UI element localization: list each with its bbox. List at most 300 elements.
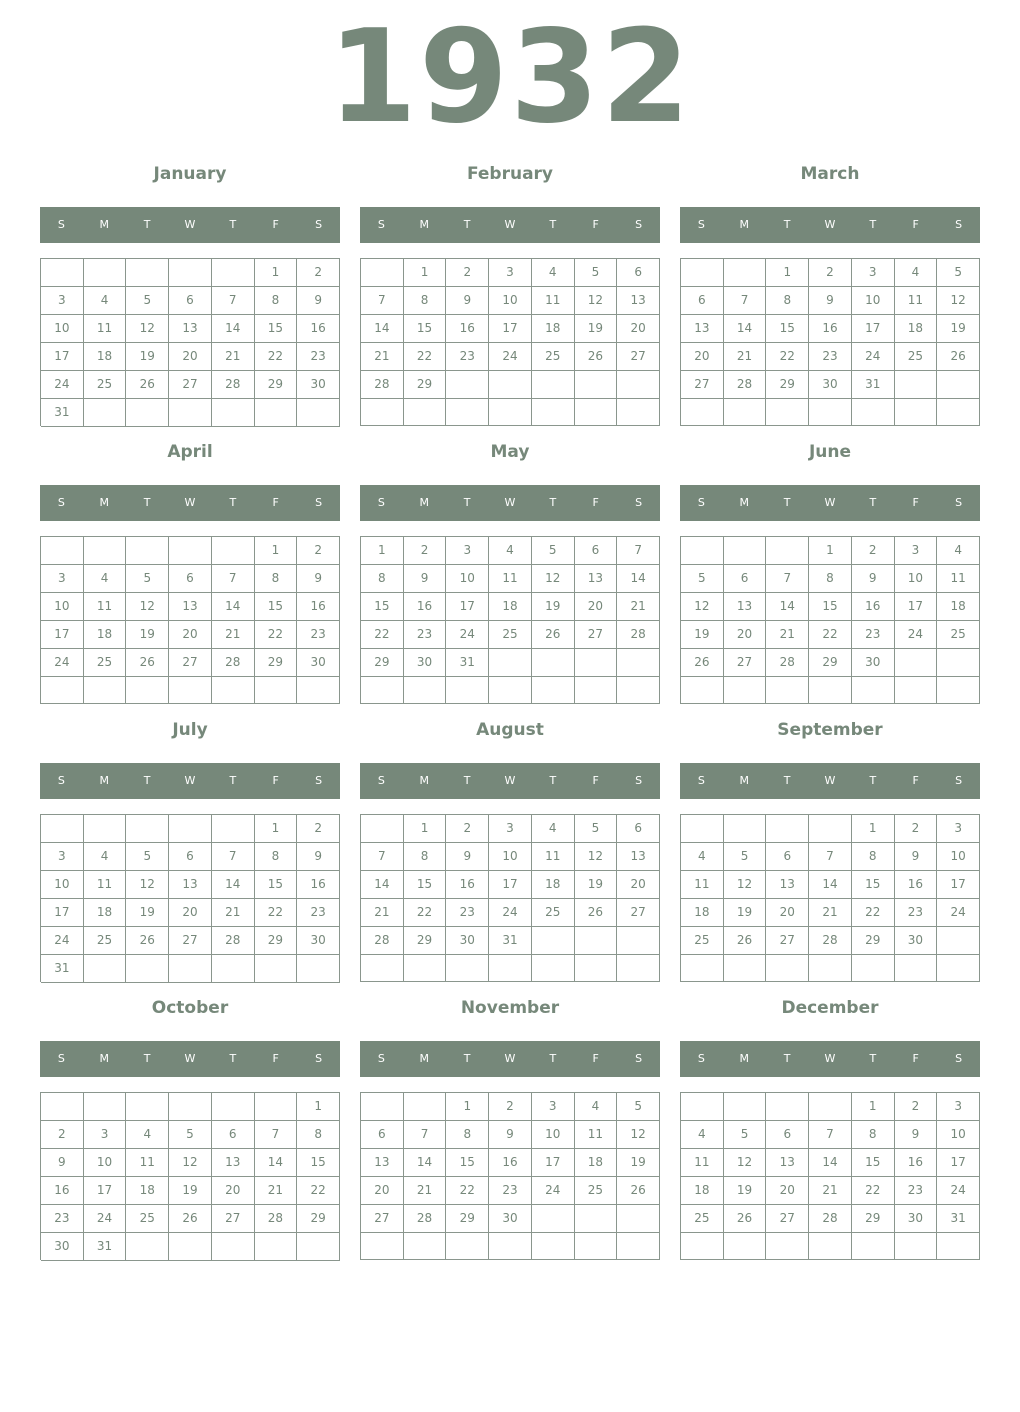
day-cell: 29 xyxy=(255,927,298,955)
day-cell: 18 xyxy=(681,899,724,927)
day-cell: 5 xyxy=(169,1121,212,1149)
empty-day-cell xyxy=(809,1233,852,1260)
day-cell: 26 xyxy=(617,1177,660,1205)
empty-day-cell xyxy=(404,955,447,982)
day-cell: 2 xyxy=(41,1121,84,1149)
empty-day-cell xyxy=(724,537,767,565)
empty-day-cell xyxy=(446,1233,489,1260)
weekday-label: F xyxy=(912,218,919,231)
empty-day-cell xyxy=(446,399,489,426)
day-cell: 5 xyxy=(681,565,724,593)
day-cell: 7 xyxy=(617,537,660,565)
day-cell: 17 xyxy=(937,1149,980,1177)
day-cell: 1 xyxy=(809,537,852,565)
day-cell: 9 xyxy=(297,287,340,315)
day-cell: 16 xyxy=(297,315,340,343)
empty-day-cell xyxy=(617,677,660,704)
day-cell: 14 xyxy=(212,593,255,621)
day-cell: 26 xyxy=(126,649,169,677)
weekday-label: S xyxy=(377,496,385,509)
weekday-label: M xyxy=(419,774,430,787)
day-cell: 17 xyxy=(937,871,980,899)
empty-day-cell xyxy=(255,1233,298,1261)
weekday-label: T xyxy=(783,496,791,509)
empty-day-cell xyxy=(169,537,212,565)
weekday-header xyxy=(40,1041,340,1077)
empty-day-cell xyxy=(212,677,255,704)
weekday-label: W xyxy=(504,1052,516,1065)
days-grid xyxy=(40,258,340,426)
empty-day-cell xyxy=(809,399,852,426)
empty-day-cell xyxy=(766,1093,809,1121)
day-cell: 19 xyxy=(617,1149,660,1177)
weekday-label: T xyxy=(229,218,237,231)
day-cell: 20 xyxy=(169,343,212,371)
day-cell: 31 xyxy=(489,927,532,955)
day-cell: 27 xyxy=(724,649,767,677)
weekday-label: S xyxy=(57,1052,65,1065)
day-cell: 10 xyxy=(446,565,489,593)
weekday-label: T xyxy=(869,774,877,787)
day-cell: 21 xyxy=(766,621,809,649)
day-cell: 14 xyxy=(617,565,660,593)
empty-day-cell xyxy=(937,371,980,399)
day-cell: 25 xyxy=(84,371,127,399)
day-cell: 22 xyxy=(255,343,298,371)
day-cell: 31 xyxy=(41,955,84,983)
weekday-label: S xyxy=(377,774,385,787)
weekday-label: F xyxy=(272,774,279,787)
days-grid xyxy=(360,814,660,982)
day-cell: 26 xyxy=(126,927,169,955)
weekday-label: S xyxy=(955,496,963,509)
empty-day-cell xyxy=(575,649,618,677)
day-cell: 11 xyxy=(84,315,127,343)
day-cell: 3 xyxy=(489,259,532,287)
day-cell: 23 xyxy=(852,621,895,649)
day-cell: 24 xyxy=(852,343,895,371)
weekday-label: T xyxy=(869,218,877,231)
empty-day-cell xyxy=(169,1233,212,1261)
empty-day-cell xyxy=(575,371,618,399)
weekday-label: T xyxy=(143,218,151,231)
weekday-label: T xyxy=(549,774,557,787)
empty-day-cell xyxy=(852,399,895,426)
day-cell: 29 xyxy=(766,371,809,399)
empty-day-cell xyxy=(361,1233,404,1260)
empty-day-cell xyxy=(255,677,298,704)
day-cell: 2 xyxy=(809,259,852,287)
day-cell: 4 xyxy=(575,1093,618,1121)
day-cell: 28 xyxy=(766,649,809,677)
day-cell: 24 xyxy=(937,899,980,927)
weekday-label: S xyxy=(57,774,65,787)
weekday-label: T xyxy=(229,774,237,787)
day-cell: 24 xyxy=(489,899,532,927)
empty-day-cell xyxy=(126,677,169,704)
empty-day-cell xyxy=(404,1233,447,1260)
day-cell: 10 xyxy=(41,871,84,899)
day-cell: 23 xyxy=(809,343,852,371)
day-cell: 9 xyxy=(852,565,895,593)
day-cell: 6 xyxy=(724,565,767,593)
day-cell: 31 xyxy=(41,399,84,427)
day-cell: 16 xyxy=(446,871,489,899)
day-cell: 26 xyxy=(575,343,618,371)
empty-day-cell xyxy=(766,815,809,843)
empty-day-cell xyxy=(766,1233,809,1260)
day-cell: 13 xyxy=(361,1149,404,1177)
empty-day-cell xyxy=(532,955,575,982)
weekday-label: S xyxy=(697,1052,705,1065)
day-cell: 6 xyxy=(169,843,212,871)
day-cell: 11 xyxy=(84,871,127,899)
day-cell: 6 xyxy=(617,259,660,287)
day-cell: 27 xyxy=(361,1205,404,1233)
weekday-label: F xyxy=(912,1052,919,1065)
day-cell: 17 xyxy=(41,621,84,649)
empty-day-cell xyxy=(895,1233,938,1260)
day-cell: 19 xyxy=(724,899,767,927)
day-cell: 28 xyxy=(361,927,404,955)
day-cell: 26 xyxy=(937,343,980,371)
month-name: June xyxy=(808,442,852,462)
empty-day-cell xyxy=(681,537,724,565)
day-cell: 9 xyxy=(809,287,852,315)
day-cell: 17 xyxy=(489,315,532,343)
day-cell: 7 xyxy=(809,843,852,871)
day-cell: 4 xyxy=(681,843,724,871)
weekday-label: M xyxy=(419,496,430,509)
day-cell: 21 xyxy=(212,343,255,371)
empty-day-cell xyxy=(724,955,767,982)
day-cell: 6 xyxy=(361,1121,404,1149)
day-cell: 26 xyxy=(724,1205,767,1233)
empty-day-cell xyxy=(617,399,660,426)
day-cell: 6 xyxy=(617,815,660,843)
empty-day-cell xyxy=(617,1205,660,1233)
day-cell: 24 xyxy=(41,649,84,677)
day-cell: 30 xyxy=(41,1233,84,1261)
empty-day-cell xyxy=(617,649,660,677)
weekday-label: M xyxy=(739,496,750,509)
day-cell: 27 xyxy=(169,927,212,955)
day-cell: 5 xyxy=(724,1121,767,1149)
day-cell: 21 xyxy=(212,899,255,927)
weekday-label: S xyxy=(697,774,705,787)
days-grid xyxy=(360,536,660,704)
day-cell: 19 xyxy=(126,899,169,927)
weekday-label: W xyxy=(504,774,516,787)
empty-day-cell xyxy=(41,677,84,704)
day-cell: 22 xyxy=(852,899,895,927)
day-cell: 3 xyxy=(532,1093,575,1121)
day-cell: 10 xyxy=(489,287,532,315)
day-cell: 22 xyxy=(766,343,809,371)
empty-day-cell xyxy=(895,399,938,426)
weekday-label: S xyxy=(635,1052,643,1065)
weekday-label: W xyxy=(504,496,516,509)
day-cell: 1 xyxy=(255,815,298,843)
weekday-label: M xyxy=(99,774,110,787)
day-cell: 24 xyxy=(84,1205,127,1233)
day-cell: 13 xyxy=(724,593,767,621)
day-cell: 18 xyxy=(895,315,938,343)
day-cell: 23 xyxy=(895,1177,938,1205)
day-cell: 9 xyxy=(297,565,340,593)
day-cell: 17 xyxy=(446,593,489,621)
day-cell: 19 xyxy=(724,1177,767,1205)
days-grid xyxy=(680,814,980,982)
empty-day-cell xyxy=(126,259,169,287)
day-cell: 17 xyxy=(489,871,532,899)
day-cell: 20 xyxy=(169,621,212,649)
empty-day-cell xyxy=(809,815,852,843)
empty-day-cell xyxy=(212,815,255,843)
day-cell: 22 xyxy=(852,1177,895,1205)
day-cell: 30 xyxy=(404,649,447,677)
day-cell: 7 xyxy=(361,287,404,315)
empty-day-cell xyxy=(809,1093,852,1121)
day-cell: 8 xyxy=(404,287,447,315)
day-cell: 28 xyxy=(255,1205,298,1233)
weekday-label: W xyxy=(504,218,516,231)
day-cell: 14 xyxy=(404,1149,447,1177)
day-cell: 6 xyxy=(575,537,618,565)
day-cell: 1 xyxy=(852,815,895,843)
day-cell: 2 xyxy=(446,815,489,843)
weekday-label: F xyxy=(592,218,599,231)
day-cell: 5 xyxy=(532,537,575,565)
day-cell: 23 xyxy=(446,343,489,371)
empty-day-cell xyxy=(724,399,767,426)
day-cell: 19 xyxy=(126,621,169,649)
day-cell: 27 xyxy=(169,649,212,677)
day-cell: 30 xyxy=(852,649,895,677)
day-cell: 31 xyxy=(937,1205,980,1233)
day-cell: 21 xyxy=(617,593,660,621)
empty-day-cell xyxy=(255,399,298,427)
day-cell: 30 xyxy=(895,927,938,955)
day-cell: 25 xyxy=(937,621,980,649)
day-cell: 2 xyxy=(297,815,340,843)
weekday-label: T xyxy=(463,218,471,231)
empty-day-cell xyxy=(84,399,127,427)
day-cell: 14 xyxy=(255,1149,298,1177)
day-cell: 16 xyxy=(297,871,340,899)
day-cell: 18 xyxy=(681,1177,724,1205)
empty-day-cell xyxy=(937,1233,980,1260)
day-cell: 8 xyxy=(255,565,298,593)
day-cell: 3 xyxy=(489,815,532,843)
empty-day-cell xyxy=(361,399,404,426)
weekday-header xyxy=(360,763,660,799)
day-cell: 1 xyxy=(255,259,298,287)
empty-day-cell xyxy=(84,955,127,983)
empty-day-cell xyxy=(41,537,84,565)
day-cell: 9 xyxy=(895,843,938,871)
empty-day-cell xyxy=(724,259,767,287)
weekday-header xyxy=(40,207,340,243)
weekday-label: T xyxy=(143,496,151,509)
day-cell: 8 xyxy=(255,843,298,871)
day-cell: 11 xyxy=(575,1121,618,1149)
empty-day-cell xyxy=(809,677,852,704)
empty-day-cell xyxy=(41,815,84,843)
weekday-label: W xyxy=(184,496,196,509)
day-cell: 7 xyxy=(809,1121,852,1149)
weekday-label: S xyxy=(315,496,323,509)
weekday-header xyxy=(680,485,980,521)
empty-day-cell xyxy=(404,1093,447,1121)
weekday-label: F xyxy=(592,774,599,787)
day-cell: 2 xyxy=(446,259,489,287)
day-cell: 15 xyxy=(404,871,447,899)
day-cell: 18 xyxy=(84,343,127,371)
day-cell: 18 xyxy=(126,1177,169,1205)
day-cell: 12 xyxy=(617,1121,660,1149)
empty-day-cell xyxy=(446,371,489,399)
day-cell: 15 xyxy=(852,1149,895,1177)
day-cell: 20 xyxy=(681,343,724,371)
weekday-label: S xyxy=(315,774,323,787)
empty-day-cell xyxy=(446,955,489,982)
day-cell: 13 xyxy=(212,1149,255,1177)
day-cell: 16 xyxy=(809,315,852,343)
day-cell: 29 xyxy=(809,649,852,677)
day-cell: 16 xyxy=(852,593,895,621)
days-grid xyxy=(680,258,980,426)
empty-day-cell xyxy=(126,537,169,565)
month-name: September xyxy=(777,720,883,740)
day-cell: 14 xyxy=(212,315,255,343)
day-cell: 30 xyxy=(489,1205,532,1233)
day-cell: 11 xyxy=(532,843,575,871)
empty-day-cell xyxy=(489,1233,532,1260)
day-cell: 26 xyxy=(724,927,767,955)
day-cell: 7 xyxy=(361,843,404,871)
day-cell: 20 xyxy=(575,593,618,621)
day-cell: 7 xyxy=(724,287,767,315)
day-cell: 21 xyxy=(809,899,852,927)
day-cell: 10 xyxy=(532,1121,575,1149)
day-cell: 5 xyxy=(126,843,169,871)
day-cell: 27 xyxy=(766,1205,809,1233)
month-name: April xyxy=(167,442,213,462)
day-cell: 20 xyxy=(169,899,212,927)
empty-day-cell xyxy=(297,399,340,427)
day-cell: 28 xyxy=(809,1205,852,1233)
day-cell: 26 xyxy=(681,649,724,677)
empty-day-cell xyxy=(681,259,724,287)
day-cell: 18 xyxy=(84,899,127,927)
day-cell: 5 xyxy=(617,1093,660,1121)
empty-day-cell xyxy=(169,677,212,704)
day-cell: 6 xyxy=(766,843,809,871)
empty-day-cell xyxy=(126,955,169,983)
day-cell: 11 xyxy=(681,871,724,899)
day-cell: 24 xyxy=(446,621,489,649)
empty-day-cell xyxy=(852,677,895,704)
day-cell: 12 xyxy=(724,1149,767,1177)
day-cell: 25 xyxy=(895,343,938,371)
empty-day-cell xyxy=(532,371,575,399)
day-cell: 8 xyxy=(766,287,809,315)
day-cell: 21 xyxy=(255,1177,298,1205)
empty-day-cell xyxy=(575,1233,618,1260)
empty-day-cell xyxy=(681,1233,724,1260)
day-cell: 28 xyxy=(724,371,767,399)
day-cell: 27 xyxy=(212,1205,255,1233)
empty-day-cell xyxy=(169,955,212,983)
day-cell: 21 xyxy=(361,899,404,927)
day-cell: 24 xyxy=(41,371,84,399)
day-cell: 11 xyxy=(681,1149,724,1177)
day-cell: 30 xyxy=(297,927,340,955)
day-cell: 2 xyxy=(404,537,447,565)
day-cell: 7 xyxy=(766,565,809,593)
day-cell: 4 xyxy=(937,537,980,565)
day-cell: 11 xyxy=(126,1149,169,1177)
day-cell: 23 xyxy=(41,1205,84,1233)
empty-day-cell xyxy=(937,677,980,704)
day-cell: 4 xyxy=(489,537,532,565)
empty-day-cell xyxy=(937,927,980,955)
day-cell: 9 xyxy=(446,287,489,315)
day-cell: 6 xyxy=(169,565,212,593)
day-cell: 10 xyxy=(84,1149,127,1177)
day-cell: 10 xyxy=(852,287,895,315)
month-name: November xyxy=(460,998,560,1018)
empty-day-cell xyxy=(169,815,212,843)
day-cell: 7 xyxy=(212,843,255,871)
day-cell: 12 xyxy=(724,871,767,899)
day-cell: 31 xyxy=(852,371,895,399)
day-cell: 16 xyxy=(446,315,489,343)
weekday-header xyxy=(360,485,660,521)
weekday-label: T xyxy=(869,1052,877,1065)
day-cell: 7 xyxy=(255,1121,298,1149)
day-cell: 1 xyxy=(404,815,447,843)
day-cell: 29 xyxy=(852,927,895,955)
day-cell: 22 xyxy=(361,621,404,649)
day-cell: 8 xyxy=(297,1121,340,1149)
day-cell: 20 xyxy=(361,1177,404,1205)
day-cell: 18 xyxy=(84,621,127,649)
day-cell: 11 xyxy=(84,593,127,621)
days-grid xyxy=(40,814,340,982)
day-cell: 13 xyxy=(766,1149,809,1177)
day-cell: 27 xyxy=(766,927,809,955)
empty-day-cell xyxy=(617,955,660,982)
day-cell: 2 xyxy=(297,537,340,565)
days-grid xyxy=(680,536,980,704)
day-cell: 6 xyxy=(681,287,724,315)
empty-day-cell xyxy=(84,259,127,287)
weekday-label: M xyxy=(739,774,750,787)
day-cell: 20 xyxy=(766,899,809,927)
day-cell: 14 xyxy=(361,315,404,343)
empty-day-cell xyxy=(724,815,767,843)
empty-day-cell xyxy=(84,537,127,565)
weekday-label: F xyxy=(912,774,919,787)
day-cell: 19 xyxy=(169,1177,212,1205)
day-cell: 19 xyxy=(937,315,980,343)
day-cell: 15 xyxy=(809,593,852,621)
day-cell: 5 xyxy=(575,259,618,287)
empty-day-cell xyxy=(361,1093,404,1121)
day-cell: 22 xyxy=(446,1177,489,1205)
